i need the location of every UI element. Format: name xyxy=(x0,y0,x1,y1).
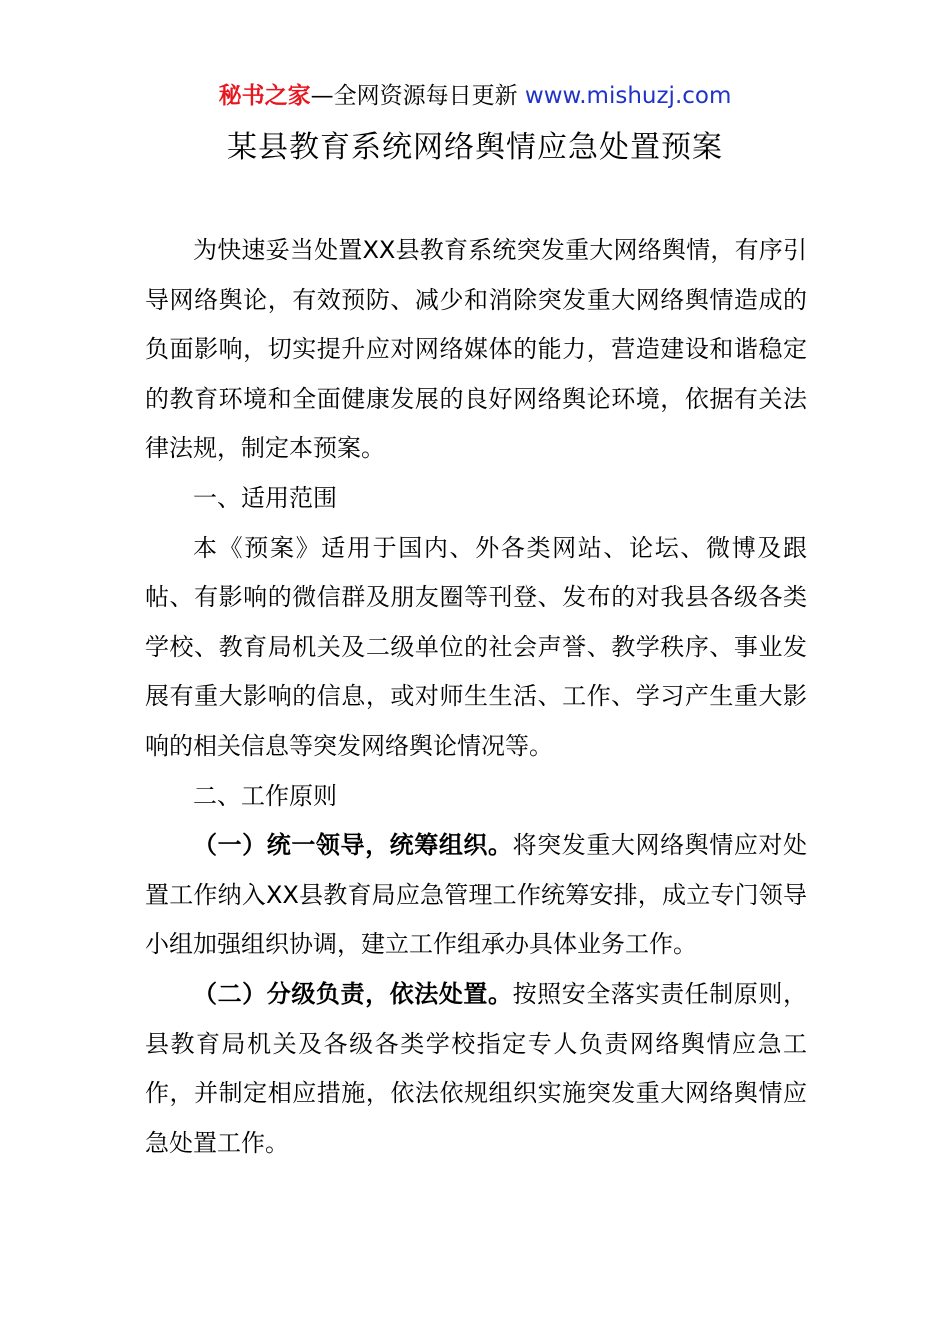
principle-1-lead: （一）统一领导，统筹组织。 xyxy=(193,831,513,860)
document-title: 某县教育系统网络舆情应急处置预案 xyxy=(227,130,723,165)
brand-name: 秘书之家 xyxy=(218,83,311,109)
principle-1-paragraph xyxy=(145,821,807,970)
site-header xyxy=(0,80,950,112)
site-url-link[interactable]: www.mishuzj.com xyxy=(524,83,732,109)
principle-1-body: 将突发重大网络舆情应对处置工作纳入XX县教育局应急管理工作统筹安排，成立专门领导小组加强组织协调，建立工作组承办具体业务工作。 xyxy=(145,831,808,959)
section-heading-scope: 一、适用范围 xyxy=(193,483,337,512)
scope-paragraph: 本《预案》适用于国内、外各类网站、论坛、微博及跟帖、有影响的微信群及朋友圈等刊登、发布的对我县各级各类学校、教育局机关及二级单位的社会声誉、教学秩序、事业发展有重大影响的信息，或对师生生活、工作、学习产生重大影响的相关信息等突发网络舆论情况等。 xyxy=(145,533,807,760)
section-heading-principles: 二、工作原则 xyxy=(193,781,337,810)
principle-2-paragraph xyxy=(145,970,807,1168)
principle-2-lead: （二）分级负责，依法处置。 xyxy=(193,979,513,1008)
document-body xyxy=(145,226,807,1168)
intro-paragraph: 为快速妥当处置XX县教育系统突发重大网络舆情，有序引导网络舆论，有效预防、减少和消除突发重大网络舆情造成的负面影响，切实提升应对网络媒体的能力，营造建设和谐稳定的教育环境和全面健康发展的良好网络舆论环境，依据有关法律法规，制定本预案。 xyxy=(145,236,807,463)
header-tagline: —全网资源每日更新 xyxy=(310,83,525,109)
principle-2-body: 按照安全落实责任制原则，县教育局机关及各级各类学校指定专人负责网络舆情应急工作，并制定相应措施，依法依规组织实施突发重大网络舆情应急处置工作。 xyxy=(145,979,808,1157)
